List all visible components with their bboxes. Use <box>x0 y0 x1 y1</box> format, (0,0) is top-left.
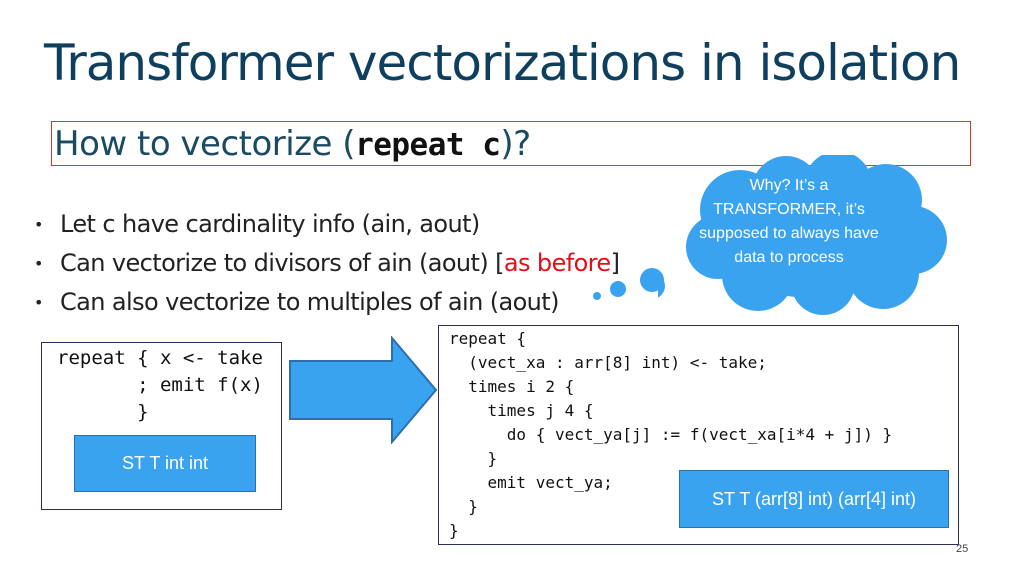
right-type-label: ST T (arr[8] int) (arr[4] int) <box>679 470 949 528</box>
slide-title: Transformer vectorizations in isolation <box>44 34 961 92</box>
bullet-list <box>34 205 619 322</box>
page-number: 25 <box>956 543 969 555</box>
bullet-text: Can vectorize to divisors of ain (aout) [ <box>60 249 504 277</box>
subtitle-prefix: How to vectorize ( <box>54 124 356 164</box>
bullet-item <box>34 205 619 244</box>
bullet-text: Let c have cardinality info (ain, aout) <box>60 210 480 238</box>
bullet-marker: • <box>34 254 43 273</box>
right-code-text: repeat { (vect_xa : arr[8] int) <- take; times i 2 { times j 4 { do { vect_ya[j] := f(vect_xa[i*4 + j]) } } emit vect_ya; } } <box>449 329 893 540</box>
bullet-text-end: ] <box>610 249 620 277</box>
cloud-text: Why? It’s a TRANSFORMER, it’s supposed to always have data to process <box>699 177 879 266</box>
bullet-item <box>34 244 619 283</box>
subtitle-suffix: )? <box>500 124 531 164</box>
bullet-marker: • <box>34 215 43 234</box>
bullet-item <box>34 283 619 322</box>
right-arrow-icon <box>288 336 440 444</box>
slide-subtitle <box>54 124 531 164</box>
thought-bubble-dots <box>588 266 668 306</box>
left-type-label: ST T int int <box>74 435 256 492</box>
bullet-marker: • <box>34 293 43 312</box>
left-code-text: repeat { x <- take ; emit f(x) } <box>57 347 263 423</box>
bullet-highlight: as before <box>503 249 611 277</box>
subtitle-code: repeat c <box>355 127 501 163</box>
bullet-text: Can also vectorize to multiples of ain (aout) <box>60 288 559 316</box>
